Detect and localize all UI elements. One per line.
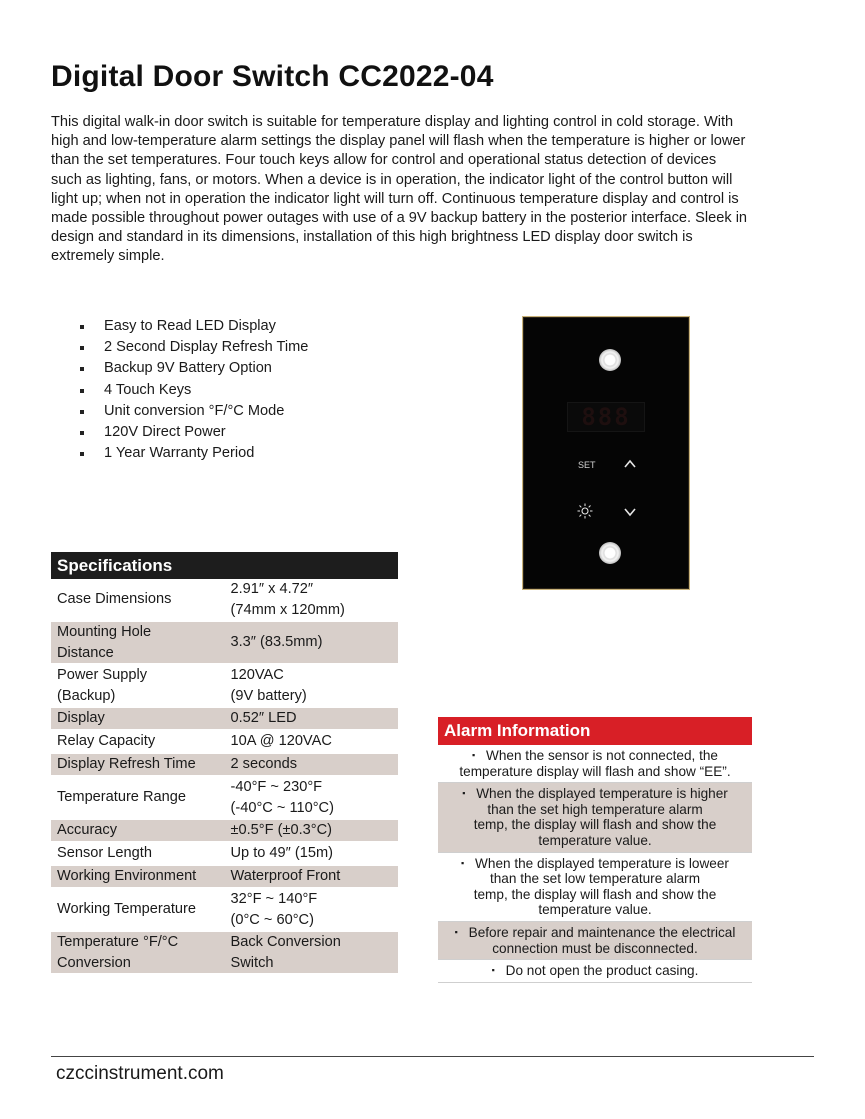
- spec-value: Waterproof Front: [225, 865, 399, 888]
- alarm-row: [438, 745, 752, 783]
- spec-row: [51, 621, 398, 664]
- intro-paragraph: This digital walk-in door switch is suitable for temperature display and lighting control in cold storage. With high and low-temperature alarm settings the display panel will flash when the temperature is higher or lower than the set temperatures. Four touch keys allow for control and operational status detection of devices such as lighting, fans, or motors. When a device is in operation, the indicator light of the control button will light up; when not in operation the indicator light will turn off. Continuous temperature display and control is made possible throughout power outages with use of a 9V backup battery in the posterior interface. Sleek in design and standard in its dimensions, installation of this high brightness LED display door switch is extremely simple.: [51, 114, 748, 265]
- spec-label: Temperature Range: [51, 776, 225, 819]
- alarm-row: [438, 921, 752, 959]
- spec-label: Mounting Hole Distance: [51, 621, 225, 664]
- bullet-icon: [461, 856, 475, 872]
- product-image: [522, 316, 690, 590]
- spec-row: [51, 579, 398, 621]
- device-touch-button-top: [599, 349, 621, 371]
- spec-row: [51, 865, 398, 888]
- spec-value: 3.3″ (83.5mm): [225, 621, 399, 664]
- spec-value: 10A @ 120VAC: [225, 730, 399, 753]
- alarm-text: Before repair and maintenance the electrical connection must be disconnected.: [468, 924, 736, 956]
- alarm-row: [438, 852, 752, 921]
- spec-label: Working Environment: [51, 865, 225, 888]
- feature-item: 2 Second Display Refresh Time: [78, 337, 308, 358]
- spec-label: Case Dimensions: [51, 579, 225, 621]
- device-set-key: SET: [578, 460, 596, 470]
- device-touch-button-bottom: [599, 542, 621, 564]
- spec-label: Relay Capacity: [51, 730, 225, 753]
- spec-value: 120VAC (9V battery): [225, 664, 399, 707]
- spec-label: Display Refresh Time: [51, 753, 225, 776]
- spec-label: Display: [51, 707, 225, 730]
- spec-row: [51, 819, 398, 842]
- footer-website: czccinstrument.com: [56, 1063, 224, 1084]
- alarm-text: When the displayed temperature is loweer than the set low temperature alarm temp, the display will flash and show the temperature value.: [473, 855, 729, 918]
- page-title: Digital Door Switch CC2022-04: [51, 60, 494, 93]
- spec-row: [51, 931, 398, 974]
- spec-value: -40°F ~ 230°F (-40°C ~ 110°C): [225, 776, 399, 819]
- spec-row: [51, 707, 398, 730]
- alarm-heading: Alarm Information: [438, 717, 752, 745]
- bullet-icon: [492, 963, 506, 979]
- chevron-down-icon: [623, 505, 637, 519]
- spec-value: ±0.5°F (±0.3°C): [225, 819, 399, 842]
- spec-value: 32°F ~ 140°F (0°C ~ 60°C): [225, 888, 399, 931]
- spec-value: Up to 49″ (15m): [225, 842, 399, 865]
- alarm-information-table: [438, 717, 752, 983]
- footer-divider: [51, 1056, 814, 1057]
- spec-row: [51, 776, 398, 819]
- spec-label: Power Supply (Backup): [51, 664, 225, 707]
- alarm-item: [438, 852, 752, 921]
- feature-item: 4 Touch Keys: [78, 380, 308, 401]
- alarm-row: [438, 960, 752, 983]
- feature-item: 120V Direct Power: [78, 422, 308, 443]
- spec-label: Working Temperature: [51, 888, 225, 931]
- spec-value: 2.91″ x 4.72″ (74mm x 120mm): [225, 579, 399, 621]
- chevron-up-icon: [623, 457, 637, 471]
- alarm-row: [438, 783, 752, 852]
- feature-list: [78, 316, 308, 464]
- alarm-item: [438, 921, 752, 959]
- alarm-item: [438, 745, 752, 783]
- feature-item: Backup 9V Battery Option: [78, 358, 308, 379]
- feature-item: Unit conversion °F/°C Mode: [78, 401, 308, 422]
- bullet-icon: [472, 748, 486, 764]
- spec-value: 0.52″ LED: [225, 707, 399, 730]
- spec-row: [51, 888, 398, 931]
- spec-label: Accuracy: [51, 819, 225, 842]
- feature-item: Easy to Read LED Display: [78, 316, 308, 337]
- alarm-text: When the displayed temperature is higher than the set high temperature alarm temp, the display will flash and show the temperature value.: [473, 786, 728, 848]
- feature-item: 1 Year Warranty Period: [78, 443, 308, 464]
- spec-label: Sensor Length: [51, 842, 225, 865]
- spec-row: [51, 842, 398, 865]
- spec-row: [51, 753, 398, 776]
- bullet-icon: [455, 925, 469, 941]
- spec-row: [51, 664, 398, 707]
- spec-row: [51, 730, 398, 753]
- specifications-table: [51, 552, 398, 975]
- bullet-icon: [462, 786, 476, 802]
- device-led-display: 888: [567, 402, 645, 432]
- alarm-text: Do not open the product casing.: [505, 963, 699, 979]
- spec-label: Temperature °F/°C Conversion: [51, 931, 225, 974]
- spec-value: Back Conversion Switch: [225, 931, 399, 974]
- alarm-item: [438, 783, 752, 852]
- specifications-heading: Specifications: [51, 552, 398, 579]
- alarm-text: When the sensor is not connected, the temperature display will flash and show “EE”.: [459, 748, 731, 779]
- light-icon: [577, 503, 593, 519]
- alarm-item: [438, 960, 752, 983]
- spec-value: 2 seconds: [225, 753, 399, 776]
